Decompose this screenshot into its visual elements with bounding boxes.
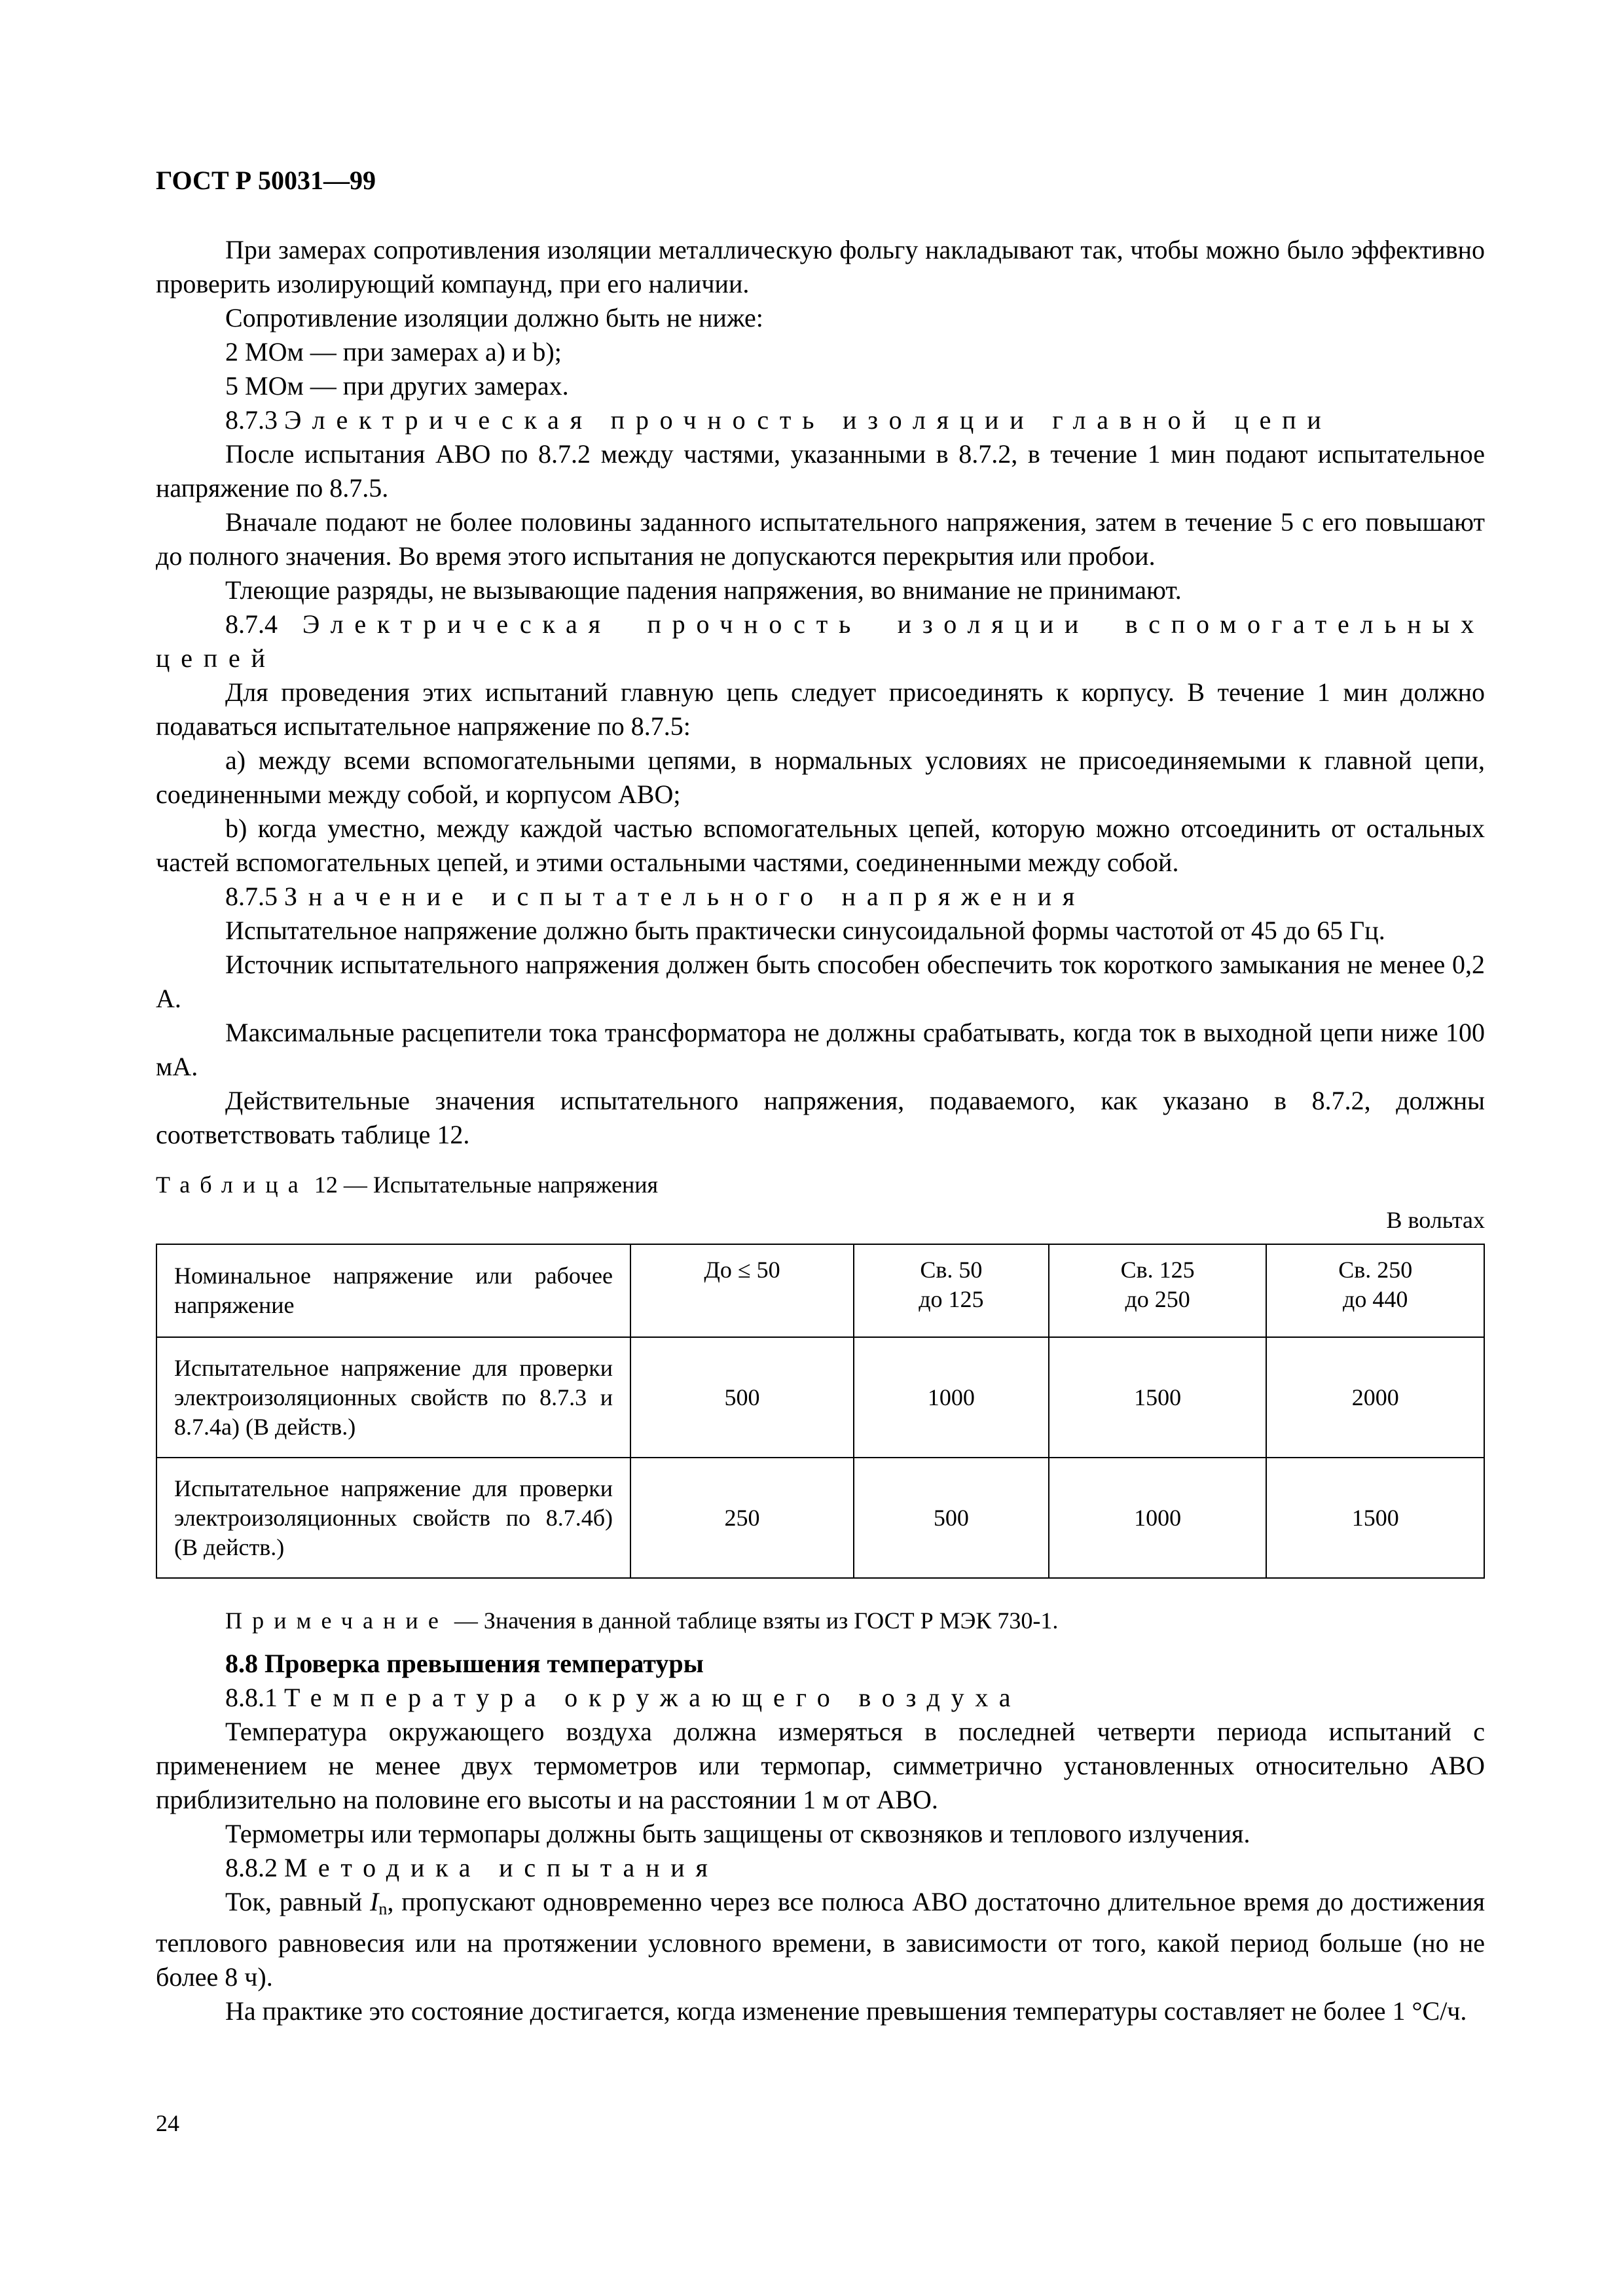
table-cell: 1500 [1266,1458,1484,1578]
list-item: a) между всеми вспомогательными цепями, в нормальных условиях не присоединяемыми к главной цепи, соединенными между собой, и корпусом АВО; [156,745,1485,809]
intro-paragraph: 5 МОм — при других замерах. [225,371,569,401]
table-caption [156,1169,1485,1200]
section-title: Электрическая прочность изоляции вспомогательных цепей [156,609,1486,673]
table-note [156,1605,1485,1636]
section-number: 8.8.1 [225,1683,278,1712]
table-cell: Испытательное напряжение для проверки электроизоляционных свойств по 8.7.3 и 8.7.4а) (В действ.) [156,1337,630,1458]
section-heading-8-8: 8.8 Проверка превышения температуры [225,1649,704,1678]
paragraph: На практике это состояние достигается, когда изменение превышения температуры составляет не более 1 °С/ч. [225,1996,1467,2026]
current-subscript: n [378,1899,388,1918]
current-symbol: I [370,1887,379,1916]
text-run: Ток, равный [225,1887,371,1916]
section-heading-8-7-5 [156,880,1485,914]
test-voltage-table [156,1244,1485,1579]
cell-line: Св. 50 [920,1257,983,1283]
table-cell: 1500 [1049,1337,1267,1458]
cell-line: до 125 [919,1286,984,1312]
paragraph [156,1885,1485,1994]
note-label: Примечание [225,1607,448,1634]
table-caption-label: Таблица [156,1172,308,1198]
section-heading-8-8-2 [156,1851,1485,1885]
section-heading-8-7-3 [156,403,1485,437]
cell-line: Св. 250 [1338,1257,1413,1283]
table-cell: 250 [630,1458,854,1578]
paragraph: Температура окружающего воздуха должна измеряться в последней четверти периода испытаний с применением не менее двух термометров или термопар, симметрично установленных относительно АВО приблизительно на половине его высоты и на расстоянии 1 м от АВО. [156,1717,1485,1814]
paragraph: Для проведения этих испытаний главную цепь следует присоединять к корпусу. В течение 1 мин должно подаваться испытательное напряжение по 8.7.5: [156,677,1485,741]
intro-paragraph: Сопротивление изоляции должно быть не ниже: [225,303,763,332]
table-cell: 2000 [1266,1337,1484,1458]
section-heading-8-8-1 [156,1681,1485,1715]
paragraph: Испытательное напряжение должно быть практически синусоидальной формы частотой от 45 до 65 Гц. [225,916,1385,945]
list-item: b) когда уместно, между каждой частью вспомогательных цепей, которую можно отсоединить от остальных частей вспомогательных цепей, и этими остальными частями, соединенными между собой. [156,814,1485,877]
note-text: — Значения в данной таблице взяты из ГОСТ Р МЭК 730-1. [454,1607,1059,1634]
table-cell: 500 [854,1458,1049,1578]
section-number: 8.7.3 [225,405,278,435]
table-row [156,1458,1484,1578]
table-cell [1266,1244,1484,1337]
paragraph: Источник испытательного напряжения должен быть способен обеспечить ток короткого замыкания не менее 0,2 А. [156,950,1485,1013]
paragraph: Действительные значения испытательного напряжения, подаваемого, как указано в 8.7.2, должны соответствовать таблице 12. [156,1086,1485,1149]
paragraph: Вначале подают не более половины заданного испытательного напряжения, затем в течение 5 с его повышают до полного значения. Во время этого испытания не допускаются перекрытия или пробои. [156,507,1485,571]
paragraph: После испытания АВО по 8.7.2 между частями, указанными в 8.7.2, в течение 1 мин подают испытательное напряжение по 8.7.5. [156,439,1485,503]
document-code: ГОСТ Р 50031—99 [156,166,376,195]
paragraph: Максимальные расцепители тока трансформатора не должны срабатывать, когда ток в выходной цепи ниже 100 мА. [156,1018,1485,1081]
cell-line: Св. 125 [1120,1257,1195,1283]
table-row [156,1337,1484,1458]
table-cell: До ≤ 50 [630,1244,854,1337]
table-caption-title: 12 — Испытательные напряжения [314,1172,659,1198]
text-run: , пропускают одновременно через все полюса АВО достаточно длительное время до достижения теплового равновесия или на протяжении условного времени, в зависимости от того, какой период больше (но не более 8 ч). [156,1887,1485,1992]
page-number: 24 [156,2110,179,2136]
table-units: В вольтах [1386,1207,1485,1233]
section-title: Температура окружающего воздуха [284,1683,1022,1712]
table-cell: 1000 [854,1337,1049,1458]
section-number: 8.7.5 [225,882,278,911]
page-content [156,162,1485,2028]
section-title: Методика испытания [284,1853,719,1882]
paragraph: Тлеющие разряды, не вызывающие падения напряжения, во внимание не принимают. [225,575,1182,605]
section-number: 8.8.2 [225,1853,278,1882]
table-cell: Номинальное напряжение или рабочее напряжение [156,1244,630,1337]
intro-paragraph: 2 МОм — при замерах a) и b); [225,337,562,367]
table-cell [854,1244,1049,1337]
table-cell [1049,1244,1267,1337]
section-heading-8-7-4 [156,607,1485,675]
table-header-row [156,1244,1484,1337]
section-number: 8.7.4 [225,609,278,639]
cell-line: до 440 [1343,1286,1408,1312]
paragraph: Термометры или термопары должны быть защищены от сквозняков и теплового излучения. [225,1819,1250,1848]
cell-line: до 250 [1125,1286,1190,1312]
table-cell: 500 [630,1337,854,1458]
section-title: Электрическая прочность изоляции главной цепи [284,405,1332,435]
section-title: Значение испытательного напряжения [284,882,1086,911]
table-cell: 1000 [1049,1458,1267,1578]
table-cell: Испытательное напряжение для проверки электроизоляционных свойств по 8.7.4б) (В действ.) [156,1458,630,1578]
intro-paragraph: При замерах сопротивления изоляции металлическую фольгу накладывают так, чтобы можно было эффективно проверить изолирующий компаунд, при его наличии. [156,235,1485,298]
